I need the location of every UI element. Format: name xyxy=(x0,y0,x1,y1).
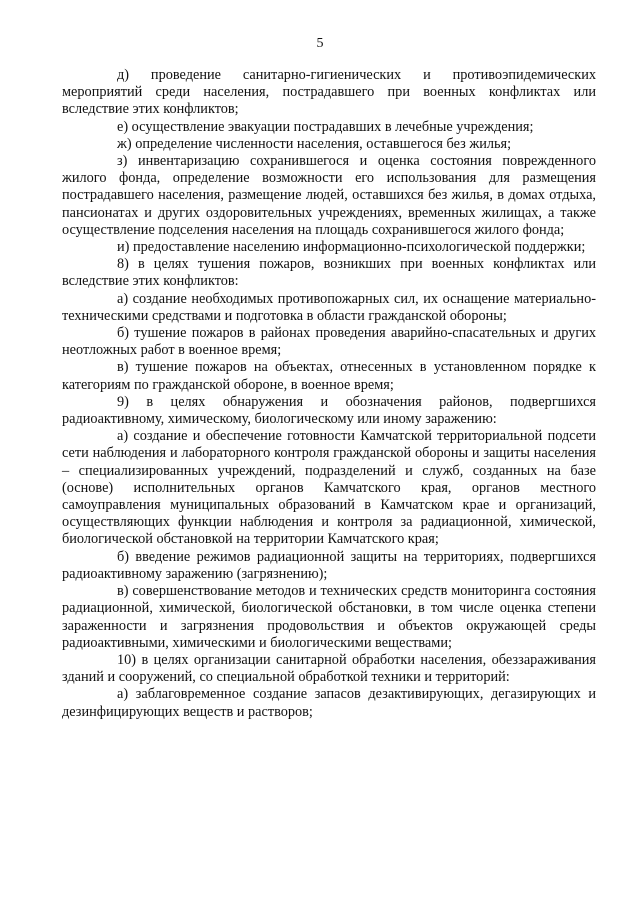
paragraph-d: д) проведение санитарно-гигиенических и противоэпидемических мероприятий среди населения, пострадавшего при военных конфликтах или вследствие этих конфликтов; xyxy=(62,67,596,118)
paragraph-10-a: а) заблаговременное создание запасов дезактивирующих, дегазирующих и дезинфицирующих веществ и растворов; xyxy=(62,686,596,720)
paragraph-9-v: в) совершенствование методов и технических средств мониторинга состояния радиационной, химической, биологической обстановки, в том числе оценка степени зараженности и загрязнения продовольствия и объектов окружающей среды радиоактивными, химическими и биологическими веществами; xyxy=(62,583,596,651)
document-body xyxy=(62,67,596,721)
paragraph-item-9: 9) в целях обнаружения и обозначения районов, подвергшихся радиоактивному, химическому, биологическому или иному заражению: xyxy=(62,393,596,428)
paragraph-9-a: а) создание и обеспечение готовности Камчатской территориальной подсети сети наблюдения и лабораторного контроля гражданской обороны и защиты населения – специализированных учреждений, подразделений и служб, созданных на базе (основе) исполнительных органов Камчатского края, органов местного самоуправления муниципальных образований в Камчатском крае и организаций, осуществляющих функции наблюдения и контроля за радиационной, химической, биологической обстановкой на территории Камчатского края; xyxy=(62,428,596,548)
paragraph-zh: ж) определение численности населения, оставшегося без жилья; xyxy=(117,135,512,152)
paragraph-e: е) осуществление эвакуации пострадавших в лечебные учреждения; xyxy=(117,118,534,135)
page-number: 5 xyxy=(316,36,324,51)
paragraph-z: з) инвентаризацию сохранившегося и оценка состояния поврежденного жилого фонда, определение возможности его использования для размещения пострадавшего населения, размещение людей, оставшихся без жилья, в домах отдыха, пансионатах и других оздоровительных учреждениях, временных жилищах, а также осуществление подселения населения на площадь сохранившегося жилого фонда; xyxy=(62,153,596,238)
paragraph-9-b: б) введение режимов радиационной защиты на территориях, подвергшихся радиоактивному заражению (загрязнению); xyxy=(62,548,596,582)
paragraph-8-v: в) тушение пожаров на объектах, отнесенных в установленном порядке к категориям по гражданской обороне, в военное время; xyxy=(62,359,596,393)
paragraph-item-10: 10) в целях организации санитарной обработки населения, обеззараживания зданий и сооружений, со специальной обработкой техники и территорий: xyxy=(62,651,596,686)
paragraph-i: и) предоставление населению информационно-психологической поддержки; xyxy=(117,239,586,256)
paragraph-8-b: б) тушение пожаров в районах проведения аварийно-спасательных и других неотложных работ в военное время; xyxy=(62,325,596,359)
paragraph-8-a: а) создание необходимых противопожарных сил, их оснащение материально-техническими средствами и подготовка в области гражданской обороны; xyxy=(62,290,596,324)
paragraph-item-8: 8) в целях тушения пожаров, возникших при военных конфликтах или вследствие этих конфликтов: xyxy=(62,256,596,290)
